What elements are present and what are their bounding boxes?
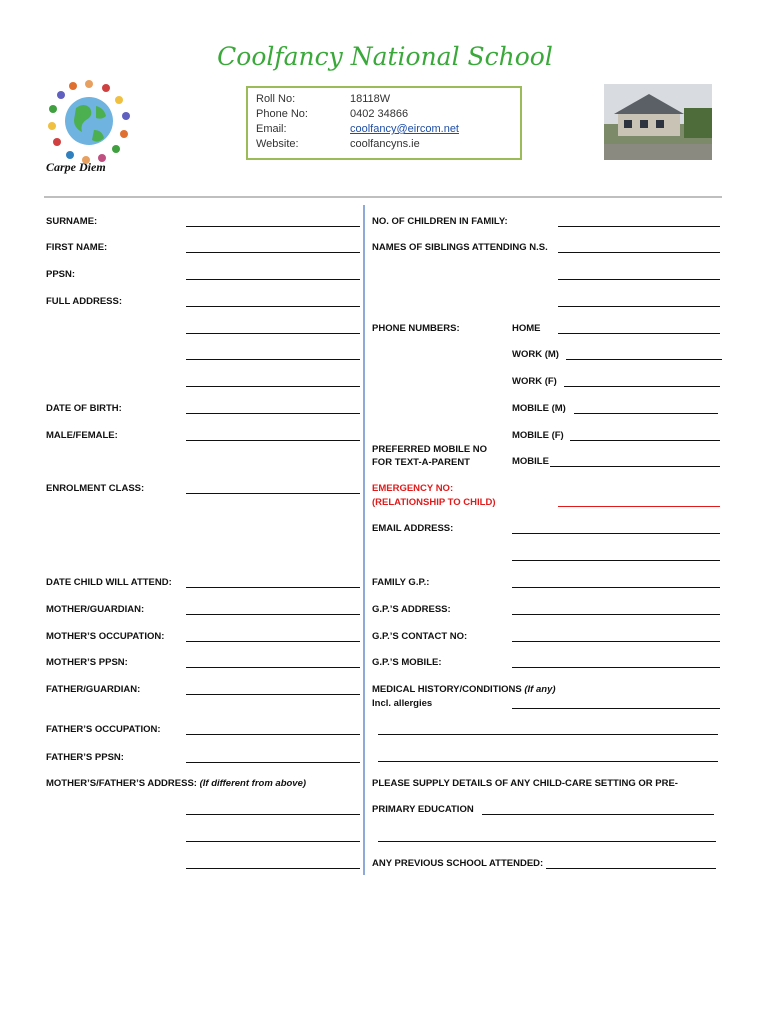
medical-line-1[interactable]: [512, 708, 720, 709]
num-children-field[interactable]: [558, 226, 720, 227]
gp-address-field[interactable]: [512, 614, 720, 615]
gp-mobile-field[interactable]: [512, 667, 720, 668]
gp-address-label: G.P.’S ADDRESS:: [372, 604, 451, 615]
father-occupation-label: FATHER’S OCCUPATION:: [46, 724, 161, 735]
school-title: Coolfancy National School: [217, 42, 553, 71]
email-address-line-1[interactable]: [512, 533, 720, 534]
primary-education-label: PRIMARY EDUCATION: [372, 804, 474, 815]
parents-address-label: [46, 778, 306, 789]
gp-mobile-label: G.P.’S MOBILE:: [372, 657, 442, 668]
ppsn-label: PPSN:: [46, 269, 76, 280]
surname-label: SURNAME:: [46, 216, 98, 227]
emergency-field[interactable]: [558, 506, 720, 507]
mother-occupation-label: MOTHER’S OCCUPATION:: [46, 631, 165, 642]
siblings-label: NAMES OF SIBLINGS ATTENDING N.S.: [372, 242, 548, 253]
email-address-line-2[interactable]: [512, 560, 720, 561]
text-mobile-label: MOBILE: [512, 456, 549, 467]
primary-education-line-2[interactable]: [378, 841, 716, 842]
phone-label: Phone No:: [256, 108, 308, 120]
parents-address-line-3[interactable]: [186, 868, 360, 869]
mother-ppsn-field[interactable]: [186, 667, 360, 668]
address-line-4[interactable]: [186, 386, 360, 387]
mobile-m-field[interactable]: [574, 413, 718, 414]
primary-education-field[interactable]: [482, 814, 714, 815]
gp-contact-label: G.P.’S CONTACT NO:: [372, 631, 468, 642]
medical-line-2[interactable]: [378, 734, 718, 735]
email-link[interactable]: coolfancy@eircom.net: [350, 123, 459, 135]
date-attend-field[interactable]: [186, 587, 360, 588]
work-f-label: WORK (F): [512, 376, 557, 387]
gp-contact-field[interactable]: [512, 641, 720, 642]
work-m-field[interactable]: [566, 359, 722, 360]
childcare-label: PLEASE SUPPLY DETAILS OF ANY CHILD-CARE SETTING OR PRE-: [372, 778, 678, 789]
roll-label: Roll No:: [256, 93, 296, 105]
medical-text: MEDICAL HISTORY/CONDITIONS: [372, 684, 522, 695]
ppsn-field[interactable]: [186, 279, 360, 280]
gender-field[interactable]: [186, 440, 360, 441]
mother-guardian-label: MOTHER/GUARDIAN:: [46, 604, 145, 615]
website-value: coolfancyns.ie: [350, 138, 420, 150]
home-phone-field[interactable]: [558, 333, 720, 334]
dob-field[interactable]: [186, 413, 360, 414]
work-f-field[interactable]: [564, 386, 720, 387]
date-attend-label: DATE CHILD WILL ATTEND:: [46, 577, 172, 588]
emergency-label-1: EMERGENCY NO:: [372, 483, 454, 494]
num-children-label: NO. OF CHILDREN IN FAMILY:: [372, 216, 508, 227]
medical-label-2: Incl. allergies: [372, 698, 433, 709]
address-line-1[interactable]: [186, 306, 360, 307]
enrolment-class-field[interactable]: [186, 493, 360, 494]
mother-guardian-field[interactable]: [186, 614, 360, 615]
pref-mobile-label-1: PREFERRED MOBILE NO: [372, 444, 488, 455]
globe-children-logo: [44, 76, 134, 166]
roll-value: 18118W: [350, 93, 391, 105]
parents-address-line-1[interactable]: [186, 814, 360, 815]
emergency-label-2: (RELATIONSHIP TO CHILD): [372, 497, 496, 508]
website-label: Website:: [256, 138, 299, 150]
mother-occupation-field[interactable]: [186, 641, 360, 642]
siblings-line-2[interactable]: [558, 279, 720, 280]
mother-ppsn-label: MOTHER’S PPSN:: [46, 657, 128, 668]
full-address-label: FULL ADDRESS:: [46, 296, 122, 307]
mobile-f-label: MOBILE (F): [512, 430, 564, 441]
first-name-field[interactable]: [186, 252, 360, 253]
surname-field[interactable]: [186, 226, 360, 227]
enrolment-class-label: ENROLMENT CLASS:: [46, 483, 145, 494]
family-gp-label: FAMILY G.P.:: [372, 577, 430, 588]
address-line-3[interactable]: [186, 359, 360, 360]
school-motto: Carpe Diem: [46, 160, 106, 174]
medical-label-1: [372, 684, 556, 695]
father-guardian-label: FATHER/GUARDIAN:: [46, 684, 141, 695]
text-mobile-field[interactable]: [550, 466, 720, 467]
previous-school-field[interactable]: [546, 868, 716, 869]
mobile-m-label: MOBILE (M): [512, 403, 566, 414]
school-building-photo: [604, 84, 712, 160]
phone-numbers-label: PHONE NUMBERS:: [372, 323, 460, 334]
column-divider: [363, 205, 365, 875]
previous-school-label: ANY PREVIOUS SCHOOL ATTENDED:: [372, 858, 544, 869]
parents-address-note: (If different from above): [199, 778, 307, 789]
work-m-label: WORK (M): [512, 349, 559, 360]
first-name-label: FIRST NAME:: [46, 242, 108, 253]
siblings-line-1[interactable]: [558, 252, 720, 253]
email-address-label: EMAIL ADDRESS:: [372, 523, 454, 534]
pref-mobile-label-2: FOR TEXT-A-PARENT: [372, 457, 470, 468]
home-label: HOME: [512, 323, 541, 334]
dob-label: DATE OF BIRTH:: [46, 403, 122, 414]
email-label: Email:: [256, 123, 287, 135]
father-ppsn-label: FATHER’S PPSN:: [46, 752, 124, 763]
header-divider: [44, 196, 722, 198]
medical-line-3[interactable]: [378, 761, 718, 762]
medical-note: (If any): [524, 684, 556, 695]
gender-label: MALE/FEMALE:: [46, 430, 118, 441]
siblings-line-3[interactable]: [558, 306, 720, 307]
father-ppsn-field[interactable]: [186, 762, 360, 763]
phone-value: 0402 34866: [350, 108, 409, 120]
mobile-f-field[interactable]: [570, 440, 720, 441]
father-occupation-field[interactable]: [186, 734, 360, 735]
address-line-2[interactable]: [186, 333, 360, 334]
father-guardian-field[interactable]: [186, 694, 360, 695]
family-gp-field[interactable]: [512, 587, 720, 588]
parents-address-line-2[interactable]: [186, 841, 360, 842]
parents-address-text: MOTHER’S/FATHER’S ADDRESS:: [46, 778, 197, 789]
